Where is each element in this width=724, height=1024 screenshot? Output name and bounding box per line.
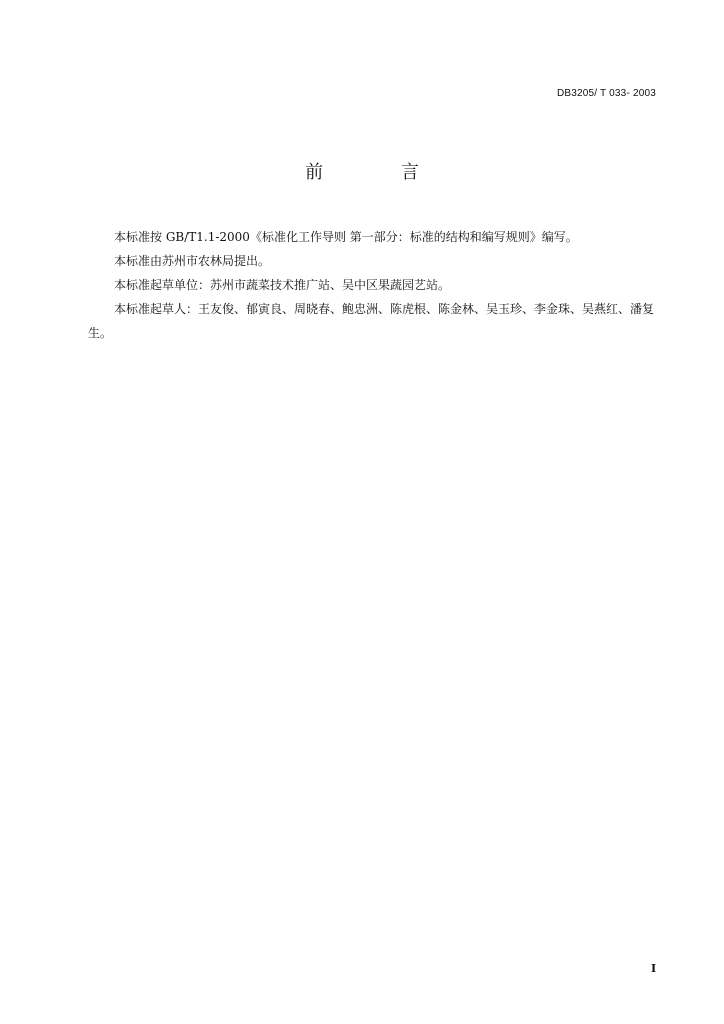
paragraph-drafters: 本标准起草人：王友俊、郁寅良、周晓春、鲍忠洲、陈虎根、陈金林、吴玉珍、李金珠、吴燕红、潘复生。	[88, 302, 655, 340]
standard-code: DB3205/ T 033- 2003	[556, 88, 656, 99]
page-title: 前 言	[305, 162, 455, 183]
paragraph-proposer: 本标准由苏州市农林局提出。	[114, 254, 271, 268]
foreword-body	[88, 225, 666, 345]
paragraph-drafting-units: 本标准起草单位：苏州市蔬菜技术推广站、吴中区果蔬园艺站。	[114, 278, 451, 292]
page-number: I	[651, 962, 657, 975]
paragraph-drafting-basis: 本标准按 GB/T1.1-2000《标准化工作导则 第一部分：标准的结构和编写规则》编写。	[114, 230, 578, 244]
